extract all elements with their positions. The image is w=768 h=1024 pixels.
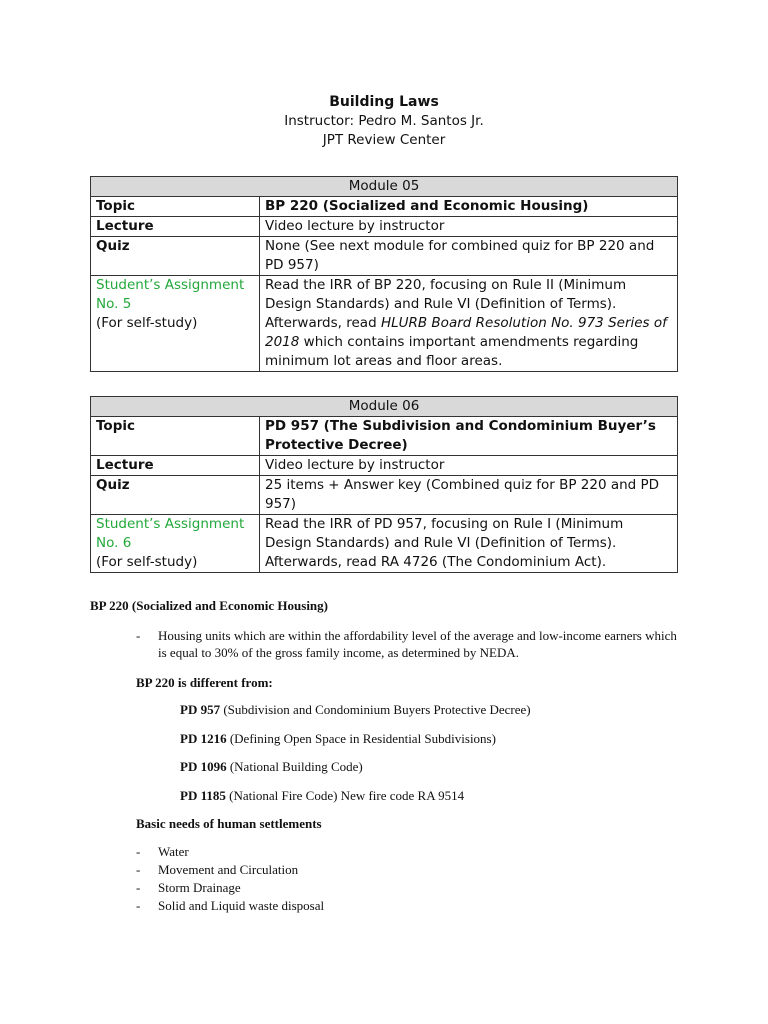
quiz-value: None (See next module for combined quiz for BP 220 and PD 957): [260, 237, 678, 276]
assignment-label-cell: [91, 515, 260, 573]
assignment-label: Student’s Assignment No. 6: [96, 516, 245, 551]
assignment-label-cell: [91, 276, 260, 372]
module-06-heading: Module 06: [91, 397, 678, 417]
law-item: [180, 702, 531, 718]
assignment-text: [260, 276, 678, 372]
law-code: PD 1216: [180, 731, 227, 746]
definition-dash: -: [136, 628, 141, 643]
needs-dash: -: [136, 880, 141, 895]
document-title: Building Laws: [329, 94, 439, 110]
instructor-line: Instructor: Pedro M. Santos Jr.: [284, 113, 484, 129]
document-header: [0, 92, 768, 150]
lecture-value: Video lecture by instructor: [260, 456, 678, 476]
need-item: Solid and Liquid waste disposal: [158, 898, 325, 913]
topic-value: PD 957 (The Subdivision and Condominium Buyer’s Protective Decree): [260, 417, 678, 456]
law-desc: (Defining Open Space in Residential Subdivisions): [226, 731, 496, 746]
needs-title: Basic needs of human settlements: [136, 816, 322, 831]
assignment-text-part2: which contains important amendments regarding minimum lot areas and floor areas.: [265, 334, 639, 369]
law-code: PD 1096: [180, 759, 227, 774]
module-05-heading: Module 05: [91, 177, 678, 197]
assignment-label: Student’s Assignment No. 5: [96, 277, 245, 312]
different-title: BP 220 is different from:: [136, 675, 273, 690]
module-06-table: [90, 396, 678, 573]
assignment-text: Read the IRR of PD 957, focusing on Rule I (Minimum Design Standards) and Rule VI (Definition of Terms). Afterwards, read RA 4726 (The Condominium Act).: [260, 515, 678, 573]
assignment-text-italic: HLURB Board Resolution No. 973 Series of 2018: [265, 315, 667, 350]
law-code: PD 957: [180, 702, 221, 717]
definition-text: Housing units which are within the affordability level of the average and low-income earners which is equal to 30% of the gross family income, as determined by NEDA.: [158, 628, 677, 660]
lecture-label: Lecture: [91, 217, 260, 237]
law-code: PD 1185: [180, 788, 226, 803]
quiz-label: Quiz: [91, 237, 260, 276]
law-desc: (Subdivision and Condominium Buyers Protective Decree): [220, 702, 531, 717]
quiz-label: Quiz: [91, 476, 260, 515]
needs-dash: -: [136, 862, 141, 877]
law-item: [180, 788, 464, 804]
lecture-label: Lecture: [91, 456, 260, 476]
lecture-value: Video lecture by instructor: [260, 217, 678, 237]
review-center-line: JPT Review Center: [322, 132, 446, 148]
law-desc: (National Fire Code) New fire code RA 9514: [225, 788, 465, 803]
section-title: BP 220 (Socialized and Economic Housing): [90, 598, 328, 613]
assignment-sub: (For self-study): [96, 554, 198, 570]
law-item: [180, 731, 496, 747]
topic-value: BP 220 (Socialized and Economic Housing): [260, 197, 678, 217]
assignment-sub: (For self-study): [96, 315, 198, 331]
need-item: Movement and Circulation: [158, 862, 299, 877]
module-05-table: [90, 176, 678, 372]
law-desc: (National Building Code): [226, 759, 363, 774]
law-item: [180, 759, 363, 775]
assignment-text-part1: Read the IRR of BP 220, focusing on Rule II (Minimum Design Standards) and Rule VI (Definition of Terms). Afterwards, read: [265, 277, 627, 331]
need-item: Storm Drainage: [158, 880, 241, 895]
topic-label: Topic: [91, 417, 260, 456]
topic-label: Topic: [91, 197, 260, 217]
needs-dash: -: [136, 898, 141, 913]
needs-dash: -: [136, 844, 141, 859]
need-item: Water: [158, 844, 189, 859]
quiz-value: 25 items + Answer key (Combined quiz for BP 220 and PD 957): [260, 476, 678, 515]
